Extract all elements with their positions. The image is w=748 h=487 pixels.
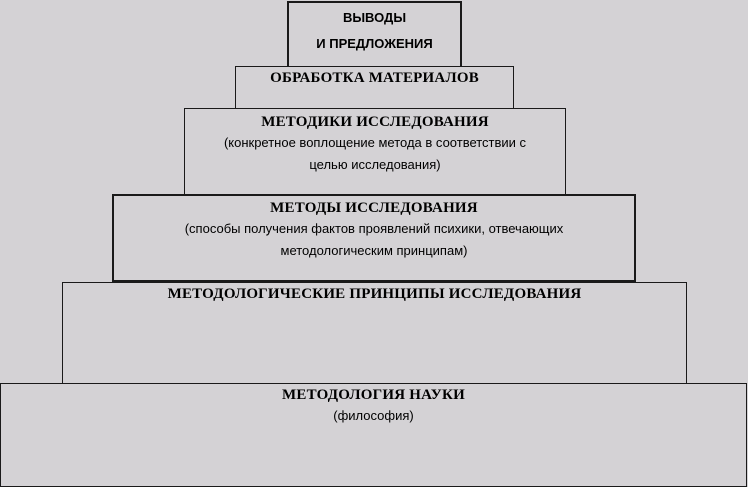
tier-note-line2: целью исследования) xyxy=(309,157,441,172)
tier-title: МЕТОДОЛОГИЧЕСКИЕ ПРИНЦИПЫ ИССЛЕДОВАНИЯ xyxy=(167,286,582,302)
tier-note-line2: методологическим принципам) xyxy=(280,243,468,258)
tier-note-line1: (конкретное воплощение метода в соответствии с xyxy=(223,135,527,150)
tier-note: (философия) xyxy=(333,408,414,423)
tier-research-techniques xyxy=(184,108,566,195)
tier-title: ОБРАБОТКА МАТЕРИАЛОВ xyxy=(270,70,479,86)
tier-material-processing xyxy=(235,66,514,109)
tier-title: МЕТОДЫ ИССЛЕДОВАНИЯ xyxy=(270,200,478,216)
tier-title-line1: ВЫВОДЫ xyxy=(342,10,407,25)
tier-title: МЕТОДОЛОГИЯ НАУКИ xyxy=(282,387,465,403)
tier-methodology-of-science xyxy=(0,383,747,487)
tier-title-line2: И ПРЕДЛОЖЕНИЯ xyxy=(316,36,433,51)
tier-conclusions xyxy=(287,1,462,67)
tier-title: МЕТОДИКИ ИССЛЕДОВАНИЯ xyxy=(261,114,489,130)
tier-methodological-principles xyxy=(62,282,687,384)
tier-note-line1: (способы получения фактов проявлений психики, отвечающих xyxy=(184,221,564,236)
tier-research-methods xyxy=(112,194,636,282)
